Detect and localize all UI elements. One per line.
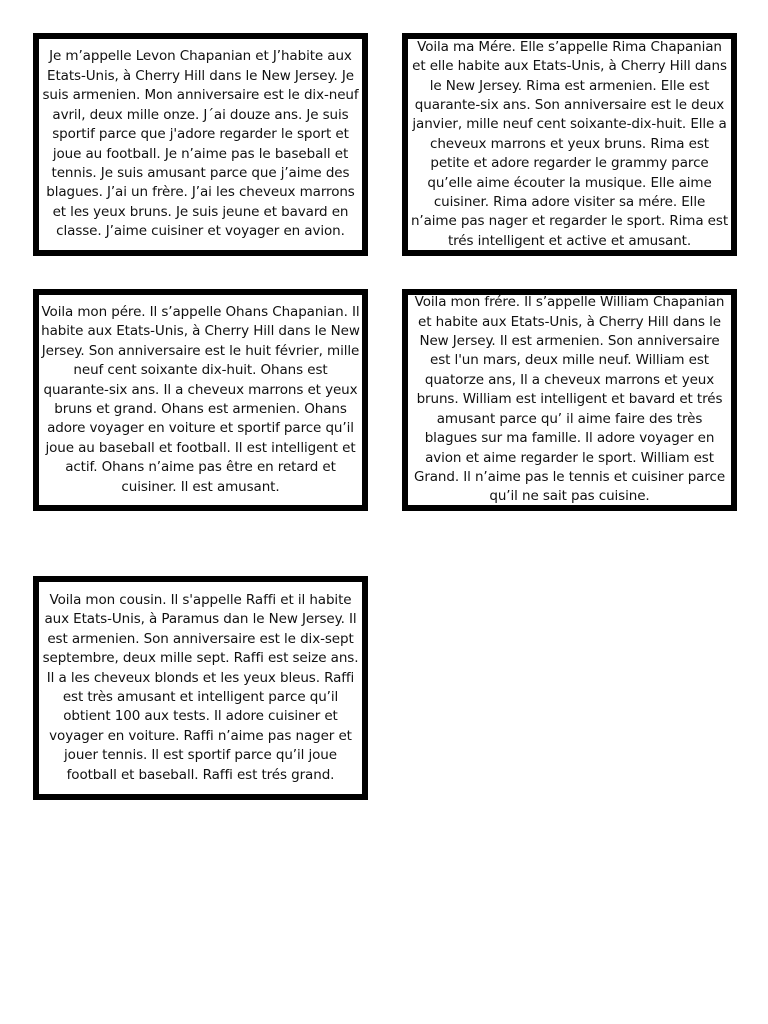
card-text-ohans: Voila mon pére. Il s’appelle Ohans Chapanian. Il habite aux Etats-Unis, à Cherry Hill dans le New Jersey. Son anniversaire est le huit février, mille neuf cent soixante dix-huit. Ohans est quarante-six ans. Il a cheveux marrons et yeux bruns et grand. Ohans est armenien. Ohans adore voyager en voiture et sportif parce qu’il joue au baseball et football. Il est intelligent et actif. Ohans n’aime pas être en retard et cuisiner. Il est amusant. [41, 303, 360, 495]
card-text-rima: Voila ma Mére. Elle s’appelle Rima Chapanian et elle habite aux Etats-Unis, à Cherry Hill dans le New Jersey. Rima est armenien. Elle est quarante-six ans. Son anniversaire est le deux janvier, mille neuf cent soixante-dix-huit. Elle a cheveux marrons et yeux bruns. Rima est petite et adore regarder le grammy parce qu’elle aime écouter la musique. Elle aime cuisiner. Rima adore visiter sa mére. Elle n’aime pas nager et regarder le sport. Rima est trés intelligent et active et amusant. [410, 38, 729, 249]
card-levon [33, 33, 368, 256]
card-text-william: Voila mon frére. Il s’appelle William Chapanian et habite aux Etats-Unis, à Cherry Hill dans le New Jersey. Il est armenien. Son anniversaire est l'un mars, deux mille neuf. William est quatorze ans, Il a cheveux marrons et yeux bruns. William est intelligent et bavard et trés amusant parce qu’ il aime faire des très blagues sur ma famille. Il adore voyager en avion et aime regarder le sport. William est Grand. Il n’aime pas le tennis et cuisiner parce qu’il ne sait pas cuisine. [413, 294, 726, 505]
card-rima [402, 33, 737, 256]
card-text-levon: Je m’appelle Levon Chapanian et J’habite aux Etats-Unis, à Cherry Hill dans le New Jersey. Je suis armenien. Mon anniversaire est le dix-neuf avril, deux mille onze. J´ai douze ans. Je suis sportif parce que j'adore regarder le sport et joue au football. Je n’aime pas le baseball et tennis. Je suis amusant parce que j’aime des blagues. J’ai un frère. J’ai les cheveux marrons et les yeux bruns. Je suis jeune et bavard en classe. J’aime cuisiner et voyager en avion. [42, 48, 359, 240]
card-text-raffi: Voila mon cousin. Il s'appelle Raffi et il habite aux Etats-Unis, à Paramus dan le New Jersey. Il est armenien. Son anniversaire est le dix-sept septembre, deux mille sept. Raffi est seize ans. Il a les cheveux blonds et les yeux bleus. Raffi est très amusant et intelligent parce qu’il obtient 100 aux tests. Il adore cuisiner et voyager en voiture. Raffi n’aime pas nager et jouer tennis. Il est sportif parce qu’il joue football et baseball. Raffi est trés grand. [42, 591, 359, 783]
card-ohans [33, 289, 368, 511]
card-raffi [33, 576, 368, 800]
card-william [402, 289, 737, 511]
